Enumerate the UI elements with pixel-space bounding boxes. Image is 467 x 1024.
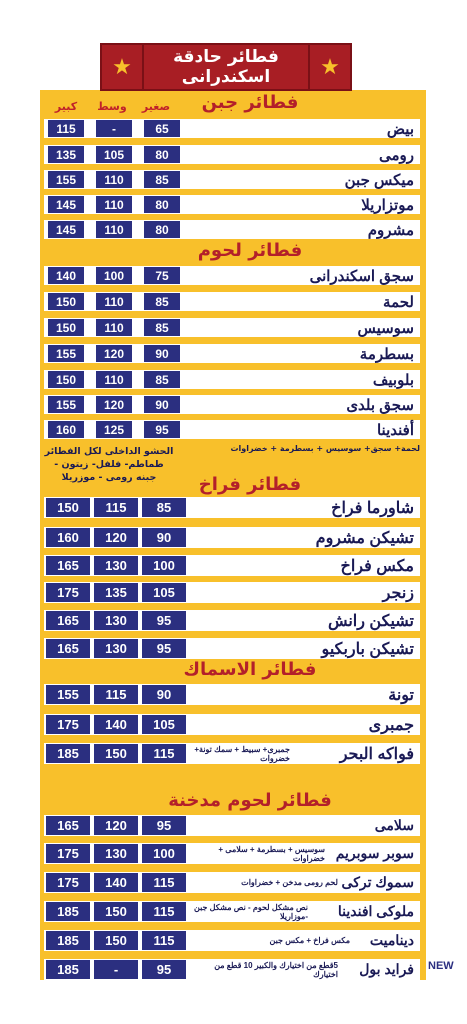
item-description: جمبرى+ سبيط + سمك تونة+ خضروات <box>194 744 290 763</box>
menu-item-row <box>44 638 420 659</box>
menu-item-row <box>44 170 420 189</box>
price-medium: 130 <box>94 611 138 630</box>
menu-item-row <box>44 959 420 980</box>
price-small: 95 <box>142 960 186 979</box>
title-banner <box>100 43 352 91</box>
price-medium: 140 <box>94 873 138 892</box>
menu-item-row <box>44 684 420 705</box>
price-small: 105 <box>142 583 186 602</box>
section-title-fish: فطائر الاسماك <box>183 659 317 680</box>
price-small: 90 <box>142 528 186 547</box>
price-medium: 150 <box>94 902 138 921</box>
price-medium: 140 <box>94 715 138 734</box>
item-name: شاورما فراخ <box>331 499 414 517</box>
size-header-medium: وسط <box>97 100 127 113</box>
price-small: 80 <box>144 221 180 238</box>
price-small: 65 <box>144 120 180 137</box>
section-title-meat: فطائر لحوم <box>197 240 303 261</box>
price-small: 105 <box>142 715 186 734</box>
price-medium: 130 <box>94 639 138 658</box>
menu-item-row <box>44 497 420 518</box>
item-name: ملوكى افندينا <box>337 903 414 919</box>
price-medium: 110 <box>96 171 132 188</box>
price-large: 155 <box>48 396 84 413</box>
price-small: 95 <box>142 639 186 658</box>
title-line-2: اسكندرانى <box>181 67 271 87</box>
item-description: سوسيس + بسطرمة + سلامى + خضراوات <box>218 844 325 863</box>
menu-item-row <box>44 119 420 138</box>
price-small: 80 <box>144 196 180 213</box>
item-description: مكس فراخ + مكس جبن <box>269 936 350 945</box>
price-large: 185 <box>46 960 90 979</box>
price-small: 115 <box>142 902 186 921</box>
price-large: 150 <box>46 498 90 517</box>
price-medium: 110 <box>96 293 132 310</box>
menu-item-row <box>44 901 420 922</box>
price-medium: 110 <box>96 221 132 238</box>
price-large: 160 <box>46 528 90 547</box>
item-name: رومى <box>378 146 414 164</box>
price-large: 155 <box>48 171 84 188</box>
menu-item-row <box>44 145 420 164</box>
price-medium: 130 <box>94 844 138 863</box>
menu-item-row <box>44 220 420 239</box>
price-large: 175 <box>46 873 90 892</box>
star-icon: ★ <box>102 45 144 89</box>
item-name: سوسيس <box>357 319 414 337</box>
item-name: سموك تركى <box>341 874 414 890</box>
item-name: بسطرمة <box>359 345 414 363</box>
price-medium: 115 <box>94 498 138 517</box>
price-medium: 110 <box>96 319 132 336</box>
price-small: 95 <box>142 816 186 835</box>
price-small: 80 <box>144 146 180 163</box>
filling-note: الحشو الداخلى لكل الفطائر طماطم- فلفل- زيتون - جبنه رومى - موزريلا <box>44 446 174 483</box>
item-name: فواكه البحر <box>339 745 414 763</box>
menu-item-row <box>44 344 420 363</box>
price-large: 140 <box>48 267 84 284</box>
item-name: تونة <box>388 686 414 704</box>
title-line-1: فطائر حادقة <box>173 47 279 67</box>
item-name: بيض <box>386 120 414 138</box>
menu-item-row <box>44 930 420 951</box>
item-name: سجق بلدى <box>346 396 414 414</box>
price-medium: 150 <box>94 931 138 950</box>
menu-item-row <box>44 395 420 414</box>
section-title-cheese: فطائر جبن <box>201 92 299 113</box>
price-large: 150 <box>48 319 84 336</box>
price-large: 135 <box>48 146 84 163</box>
price-large: 150 <box>48 293 84 310</box>
menu-item-row <box>44 743 420 764</box>
menu-item-row <box>44 714 420 735</box>
price-medium: 110 <box>96 371 132 388</box>
item-name: بلوبيف <box>372 371 414 389</box>
price-large: 160 <box>48 421 84 438</box>
star-icon: ★ <box>308 45 350 89</box>
menu-item-row <box>44 555 420 576</box>
menu-item-row <box>44 292 420 311</box>
size-header-small: صغير <box>141 100 171 113</box>
item-name: سوبر سوبريم <box>335 845 414 861</box>
price-medium: - <box>96 120 132 137</box>
item-name: ميكس جبن <box>344 171 414 189</box>
item-name: سلامى <box>374 817 414 833</box>
item-name: موتزاريلا <box>361 196 414 214</box>
price-small: 90 <box>142 685 186 704</box>
size-header-large: كبير <box>54 100 78 113</box>
page-title <box>142 47 310 87</box>
new-badge: NEW <box>428 960 454 972</box>
price-medium: 120 <box>96 345 132 362</box>
price-medium: 115 <box>94 685 138 704</box>
item-description: لحم رومى مدخن + خضراوات <box>241 878 338 887</box>
price-large: 115 <box>48 120 84 137</box>
price-medium: 130 <box>94 556 138 575</box>
menu-item-row <box>44 527 420 548</box>
menu-item-row <box>44 843 420 864</box>
menu-item-row <box>44 195 420 214</box>
item-name: تشيكن باربكيو <box>321 640 414 658</box>
price-small: 85 <box>142 498 186 517</box>
item-name: مشروم <box>367 221 414 239</box>
item-name: لحمة <box>383 293 414 311</box>
item-description: 5قطع من اختيارك والكبير 10 قطع من اختيارك <box>214 960 338 979</box>
price-small: 100 <box>142 844 186 863</box>
menu-item-row <box>44 582 420 603</box>
price-large: 145 <box>48 221 84 238</box>
price-medium: 120 <box>94 528 138 547</box>
price-medium: 105 <box>96 146 132 163</box>
price-medium: 135 <box>94 583 138 602</box>
price-medium: 100 <box>96 267 132 284</box>
price-medium: 120 <box>94 816 138 835</box>
menu-item-row <box>44 610 420 631</box>
price-large: 155 <box>46 685 90 704</box>
price-small: 115 <box>142 931 186 950</box>
menu-item-row <box>44 872 420 893</box>
menu-item-row <box>44 266 420 285</box>
item-name: تشيكن رانش <box>327 612 414 630</box>
item-name: فرايد بول <box>359 961 414 977</box>
price-medium: 125 <box>96 421 132 438</box>
price-small: 75 <box>144 267 180 284</box>
price-large: 155 <box>48 345 84 362</box>
item-name: مكس فراخ <box>340 557 414 575</box>
price-large: 165 <box>46 816 90 835</box>
price-large: 185 <box>46 902 90 921</box>
price-small: 115 <box>142 744 186 763</box>
price-large: 175 <box>46 715 90 734</box>
price-medium: 150 <box>94 744 138 763</box>
price-medium: 110 <box>96 196 132 213</box>
menu-item-row <box>44 815 420 836</box>
section-title-smoked: فطائر لحوم مدخنة <box>168 790 332 811</box>
price-small: 85 <box>144 293 180 310</box>
item-name: جمبرى <box>368 716 414 734</box>
price-small: 95 <box>144 421 180 438</box>
price-large: 165 <box>46 556 90 575</box>
price-small: 115 <box>142 873 186 892</box>
item-name: سجق اسكندرانى <box>309 267 414 285</box>
menu-item-row <box>44 420 420 439</box>
price-large: 175 <box>46 844 90 863</box>
price-small: 100 <box>142 556 186 575</box>
item-description: نص مشكل لحوم - نص مشكل جبن -موزاريلا <box>194 902 308 921</box>
price-small: 85 <box>144 319 180 336</box>
price-large: 165 <box>46 611 90 630</box>
price-large: 175 <box>46 583 90 602</box>
price-small: 85 <box>144 171 180 188</box>
menu-item-row <box>44 318 420 337</box>
price-medium: 120 <box>96 396 132 413</box>
price-large: 165 <box>46 639 90 658</box>
price-large: 185 <box>46 744 90 763</box>
price-small: 90 <box>144 345 180 362</box>
item-name: ديناميت <box>369 932 414 948</box>
item-name: تشيكن مشروم <box>315 529 414 547</box>
section-title-chicken: فطائر فراخ <box>198 474 302 495</box>
meat-ingredients-note: لحمة+ سجق+ سوسيس + بسطرمة + خضراوات <box>230 444 420 453</box>
price-large: 185 <box>46 931 90 950</box>
item-name: أفندينا <box>376 421 414 439</box>
menu-item-row <box>44 370 420 389</box>
price-small: 90 <box>144 396 180 413</box>
price-small: 85 <box>144 371 180 388</box>
price-medium: - <box>94 960 138 979</box>
price-large: 150 <box>48 371 84 388</box>
price-large: 145 <box>48 196 84 213</box>
item-name: زنجر <box>382 584 414 602</box>
price-small: 95 <box>142 611 186 630</box>
